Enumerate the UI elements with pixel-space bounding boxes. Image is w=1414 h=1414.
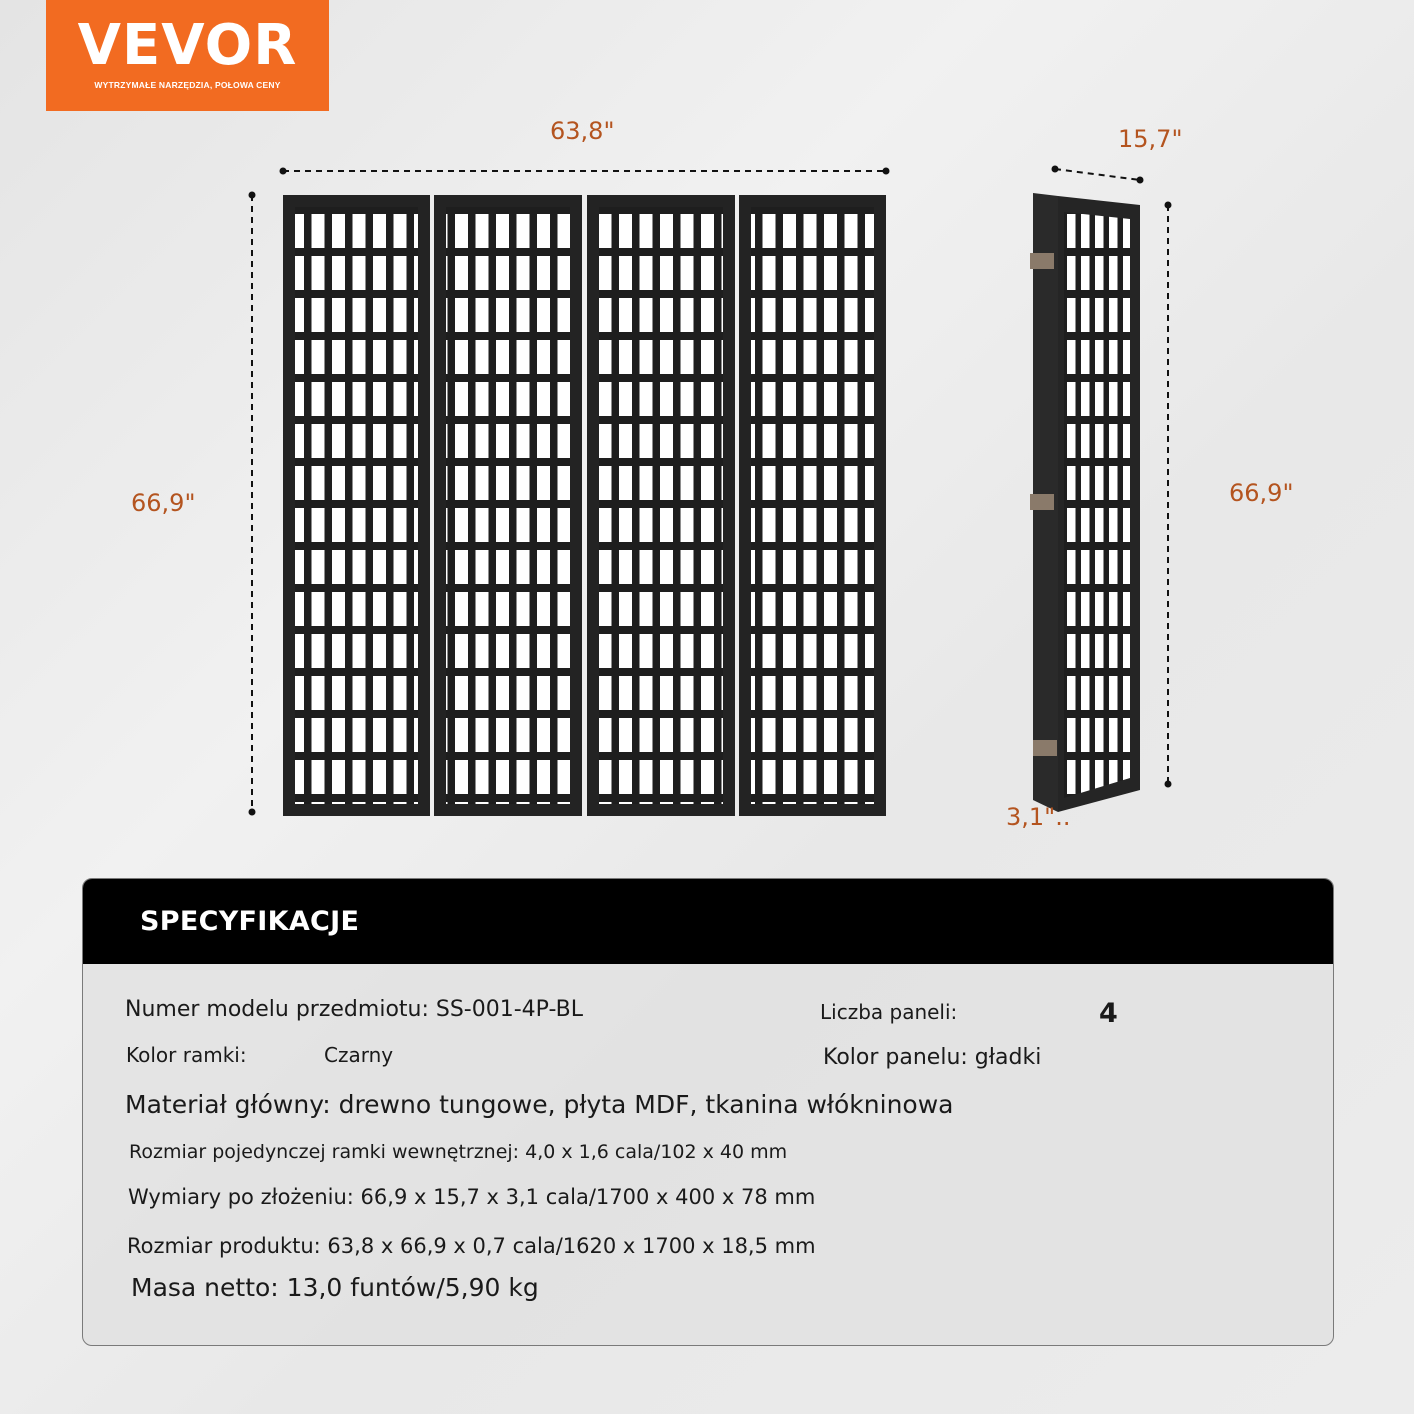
front-panel-4: [739, 195, 886, 816]
folded-screen-side-view: [1030, 193, 1140, 812]
spec-model: Numer modelu przedmiotu: SS-001-4P-BL: [125, 997, 583, 1022]
brand-name: VEVOR: [77, 13, 298, 78]
spec-frame-color-label: Kolor ramki:: [126, 1043, 247, 1067]
specifications-card: [82, 878, 1334, 1346]
spec-net-weight: Masa netto: 13,0 funtów/5,90 kg: [131, 1273, 539, 1302]
front-width-label: 63,8": [550, 117, 615, 145]
side-thickness-label: 3,1"..: [1006, 803, 1071, 831]
front-panel-1: [283, 195, 430, 816]
spec-product-size: Rozmiar produktu: 63,8 x 66,9 x 0,7 cala/1620 x 1700 x 18,5 mm: [127, 1234, 816, 1258]
side-height-label: 66,9": [1229, 479, 1294, 507]
side-depth-line: [1055, 169, 1140, 180]
spec-inner-frame-size: Rozmiar pojedynczej ramki wewnętrznej: 4,0 x 1,6 cala/102 x 40 mm: [129, 1141, 788, 1163]
spec-frame-color-value: Czarny: [324, 1043, 394, 1067]
front-panel-3: [587, 195, 735, 816]
spec-panel-color: Kolor panelu: gładki: [823, 1045, 1042, 1070]
front-height-label: 66,9": [131, 489, 196, 517]
spec-material: Materiał główny: drewno tungowe, płyta MDF, tkanina włókninowa: [125, 1090, 954, 1119]
brand-tagline: WYTRZYMAŁE NARZĘDZIA, POŁOWA CENY: [94, 80, 281, 90]
spec-panels-value: 4: [1099, 998, 1118, 1029]
specifications-title: SPECYFIKACJE: [83, 879, 1333, 964]
side-depth-label: 15,7": [1118, 125, 1183, 153]
spec-panels-label: Liczba paneli:: [820, 1000, 958, 1024]
spec-folded-dimensions: Wymiary po złożeniu: 66,9 x 15,7 x 3,1 cala/1700 x 400 x 78 mm: [128, 1185, 816, 1209]
front-panel-2: [434, 195, 582, 816]
